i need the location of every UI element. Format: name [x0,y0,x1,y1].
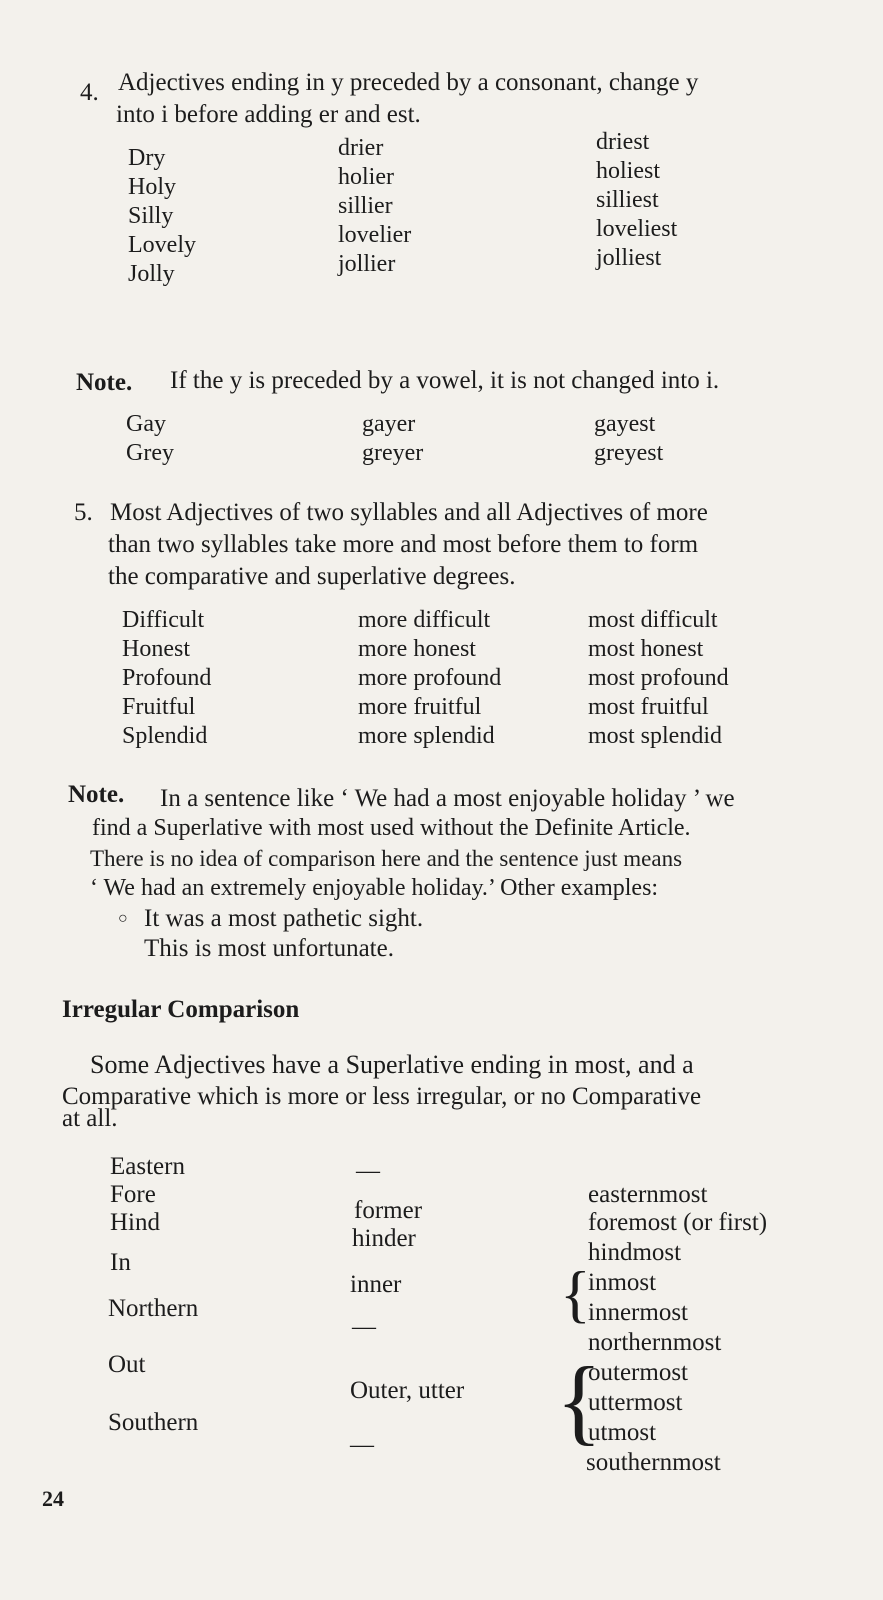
rule5-line2: than two syllables take more and most before them to form [108,531,699,558]
superlative-cell: southernmost [586,1449,721,1476]
comparative-cell: holier [338,164,394,190]
positive-cell: Honest [122,636,190,662]
positive-cell: Profound [122,665,212,691]
rule5-line1: Most Adjectives of two syllables and all Adjectives of more [110,499,708,526]
section-heading: Irregular Comparison [62,996,300,1023]
comparative-cell: more difficult [358,607,491,633]
positive-cell: Dry [128,145,166,171]
rule4-line2: into i before adding er and est. [116,101,421,128]
superlative-cell: gayest [594,411,656,437]
superlative-cell: utmost [588,1419,657,1446]
rule5-table [122,606,842,751]
note2-line4: ‘ We had an extremely enjoyable holiday.’ Other examples: [90,875,659,901]
positive-cell: Difficult [122,607,205,633]
comparative-cell: jollier [338,251,396,277]
superlative-cell: most difficult [588,607,718,633]
note1-text: If the y is preceded by a vowel, it is not changed into i. [170,367,720,394]
note1-label: Note. [76,369,133,396]
superlative-cell: holiest [596,158,660,184]
positive-cell: Holy [128,174,176,200]
superlative-cell: greyest [594,440,664,466]
note2-example2: This is most unfortunate. [144,935,394,962]
table-row [126,410,826,439]
superlative-cell: most honest [588,636,704,662]
superlative-cell: jolliest [596,245,662,271]
superlative-cell: silliest [596,187,659,213]
superlative-cell: loveliest [596,216,678,242]
table-row [122,693,842,722]
table-row [126,439,826,468]
note2-example1: It was a most pathetic sight. [144,905,424,932]
brace-icon: { [560,1258,591,1329]
positive-cell: Out [108,1351,146,1378]
positive-cell: Southern [108,1409,199,1436]
irregular-line1: Some Adjectives have a Superlative ending in most, and a [90,1050,694,1079]
positive-cell: Hind [110,1209,160,1236]
positive-cell: Gay [126,411,166,437]
comparative-cell: hinder [352,1225,416,1252]
table-row [122,664,842,693]
note2-line1: In a sentence like ‘ We had a most enjoyable holiday ’ we [160,785,735,812]
superlative-cell: most profound [588,665,729,691]
positive-cell: Fruitful [122,694,196,720]
irregular-line2: Comparative which is more or less irregular, or no Comparative [62,1083,702,1110]
superlative-cell: inmost [588,1269,657,1296]
comparative-cell: lovelier [338,222,412,248]
comparative-cell: former [354,1197,423,1224]
comparative-cell: drier [338,135,384,161]
comparative-cell: inner [350,1271,402,1298]
table-row [122,606,842,635]
superlative-cell: driest [596,129,650,155]
comparative-cell: more honest [358,636,476,662]
note2-label: Note. [68,781,125,808]
rule4-number: 4. [80,79,99,106]
note2-line2: find a Superlative with most used without the Definite Article. [92,815,691,841]
positive-cell: Fore [110,1181,156,1208]
superlative-cell: most splendid [588,723,723,749]
comparative-cell: more fruitful [358,694,482,720]
note1-table [126,410,826,468]
comparative-cell: — [352,1314,376,1340]
positive-cell: Silly [128,203,174,229]
page-number: 24 [42,1486,64,1511]
irregular-line3: at all. [62,1105,118,1132]
example-bullet-icon: ○ [118,910,128,927]
note2-line3: There is no idea of comparison here and the sentence just means [90,846,683,871]
positive-cell: Grey [126,440,174,466]
positive-cell: Northern [108,1295,199,1322]
positive-cell: In [110,1249,131,1276]
positive-cell: Jolly [128,261,175,287]
comparative-cell: — [356,1158,380,1184]
rule5-line3: the comparative and superlative degrees. [108,563,516,590]
positive-cell: Eastern [110,1153,185,1180]
rule5-number: 5. [74,499,93,526]
table-row [128,129,828,173]
comparative-cell: more splendid [358,723,495,749]
comparative-cell: gayer [362,411,416,437]
positive-cell: Lovely [128,232,196,258]
positive-cell: Splendid [122,723,208,749]
superlative-cell: most fruitful [588,694,709,720]
table-row [122,635,842,664]
comparative-cell: sillier [338,193,393,219]
superlative-cell: hindmost [588,1239,682,1266]
superlative-cell: easternmost [588,1181,708,1208]
comparative-cell: more profound [358,665,502,691]
comparative-cell: Outer, utter [350,1377,465,1404]
brace-icon: { [556,1347,603,1454]
superlative-cell: foremost (or first) [588,1209,768,1236]
rule4-line1: Adjectives ending in y preceded by a consonant, change y [118,69,699,96]
table-row [122,722,842,751]
superlative-cell: uttermost [588,1389,683,1416]
superlative-cell: northernmost [588,1329,722,1356]
comparative-cell: greyer [362,440,424,466]
comparative-cell: — [350,1432,374,1458]
superlative-cell: innermost [588,1299,688,1326]
superlative-cell: outermost [588,1359,688,1386]
rule4-table [128,129,828,289]
